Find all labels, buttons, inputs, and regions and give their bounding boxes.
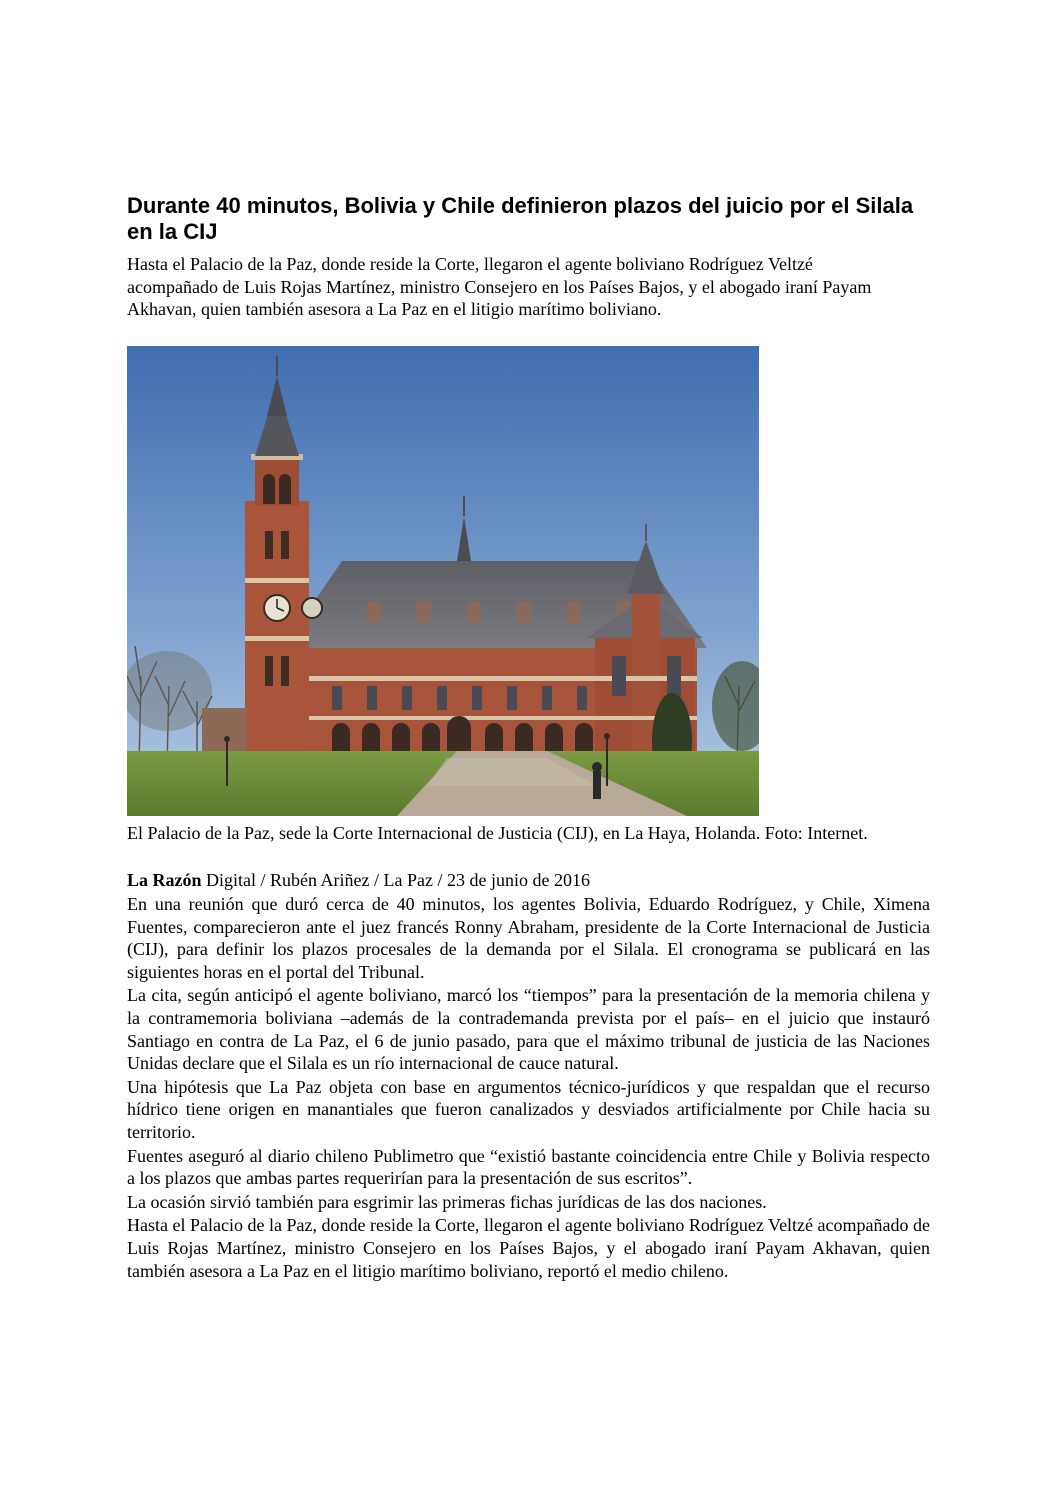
body-paragraph: Hasta el Palacio de la Paz, donde reside la Corte, llegaron el agente boliviano Rodríguez Veltzé acompañado de Luis Rojas Martínez, ministro Consejero en los Países Bajos, y el abogado iraní Payam Akhavan, quien también asesora a La Paz en el litigio marítimo boliviano, reportó el medio chileno. (127, 1215, 930, 1281)
byline-source: La Razón (127, 870, 202, 890)
article-title: Durante 40 minutos, Bolivia y Chile definieron plazos del juicio por el Silala en la CIJ (127, 193, 914, 244)
byline-details: Digital / Rubén Ariñez / La Paz / 23 de junio de 2016 (201, 870, 590, 890)
body-paragraph: La cita, según anticipó el agente boliviano, marcó los “tiempos” para la presentación de la memoria chilena y la contramemoria boliviana –además de la contrademanda prevista por el país– en el juicio que instauró Santiago en contra de La Paz, el 6 de junio pasado, para que el máximo tribunal de justicia de las Naciones Unidas declare que el Silala es un río internacional de cauce natural. (127, 985, 930, 1074)
body-paragraph: La ocasión sirvió también para esgrimir las primeras fichas jurídicas de las dos naciones. (127, 1191, 767, 1212)
photo-caption: El Palacio de la Paz, sede la Corte Internacional de Justicia (CIJ), en La Haya, Holanda. Foto: Internet. (127, 823, 868, 843)
article-intro: Hasta el Palacio de la Paz, donde reside la Corte, llegaron el agente boliviano Rodríguez Veltzé acompañado de Luis Rojas Martínez, ministro Consejero en los Países Bajos, y el abogado iraní Payam Akhavan, quien también asesora a La Paz en el litigio marítimo boliviano. (127, 254, 872, 319)
article-body (127, 893, 930, 1283)
article-byline (127, 869, 930, 892)
body-paragraph: Fuentes aseguró al diario chileno Publimetro que “existió bastante coincidencia entre Chile y Bolivia respecto a los plazos que ambas partes requerirían para la presentación de sus escritos”. (127, 1145, 930, 1189)
peace-palace-photo (127, 346, 759, 816)
body-paragraph: Una hipótesis que La Paz objeta con base en argumentos técnico-jurídicos y que respaldan que el recurso hídrico tiene origen en manantiales que fueron canalizados y desviados artificialmente por Chile hacia su territorio. (127, 1076, 930, 1142)
body-paragraph: En una reunión que duró cerca de 40 minutos, los agentes Bolivia, Eduardo Rodríguez, y Chile, Ximena Fuentes, comparecieron ante el juez francés Ronny Abraham, presidente de la Corte Internacional de Justicia (CIJ), para definir los plazos procesales de la demanda por el Silala. El cronograma se publicará en las siguientes horas en el portal del Tribunal. (127, 894, 930, 982)
